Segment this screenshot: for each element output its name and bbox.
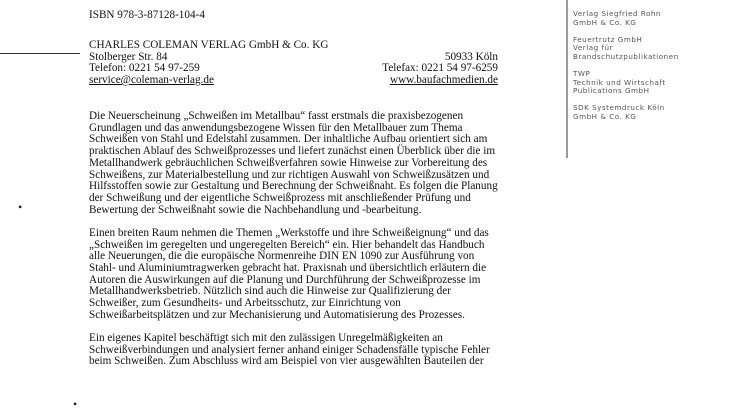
paragraph-materials: Einen breiten Raum nehmen die Themen „Werkstoffe und ihre Schweißeignung“ und das „Schweißen im geregelten und ungeregelten Bereich“ ein. Hier behandelt das Handbuch alle Neuerungen, die die europäische Normenreihe DIN EN 1090 zur Ausführung von Stahl- und Aluminiumtragwerken gebracht hat. Praxisnah und übersichtlich erläutern die Autoren die Auswirkungen auf die Planung und Durchführung der Schweißprozesse im Metallhandwerksbetrieb. Nützlich sind auch die Hinweise zur Qualifizierung der Schweißer, zum Gesundheits- und Arbeitsschutz, zur Einrichtung von Schweißarbeitsplätzen und zur Mechanisierung und Automatisierung des Prozesses. bbox=[89, 226, 489, 321]
publisher-address-block bbox=[89, 40, 498, 87]
sidebar-line: Verlag für bbox=[573, 43, 614, 53]
sidebar-company-twp bbox=[573, 70, 696, 96]
sidebar-line: GmbH & Co. KG bbox=[573, 111, 637, 121]
sidebar-line: Technik und Wirtschaft bbox=[573, 77, 666, 87]
body-text bbox=[89, 111, 498, 380]
sidebar-line: Feuertrutz GmbH bbox=[573, 34, 643, 44]
sidebar-company-feuertrutz bbox=[573, 36, 696, 62]
publisher-city: 50933 Köln bbox=[444, 50, 498, 63]
group-companies-sidebar bbox=[566, 0, 696, 158]
sidebar-line: TWP bbox=[573, 68, 591, 78]
sidebar-company-sdk bbox=[573, 104, 696, 121]
publisher-website-link[interactable]: www.baufachmedien.de bbox=[390, 74, 498, 87]
margin-bullet: • bbox=[73, 397, 78, 411]
publisher-name: CHARLES COLEMAN VERLAG GmbH & Co. KG bbox=[89, 39, 329, 51]
sidebar-line: Verlag Siegfried Rohn bbox=[573, 9, 661, 18]
paragraph-defects: Ein eigenes Kapitel beschäftigt sich mit den zulässigen Unregelmäßigkeiten an Schweißverbindungen und analysiert ferner anhand einiger Schadensfälle typische Fehler beim Schweißen. Zum Abschluss wird am Beispiel von vier ausgewählten Bauteilen der bbox=[89, 331, 490, 368]
sidebar-line: SDK Systemdruck Köln bbox=[573, 103, 665, 113]
sidebar-line: Publications GmbH bbox=[573, 86, 650, 96]
publisher-fax: Telefax: 0221 54 97-6259 bbox=[382, 62, 498, 75]
sidebar-line: Brandschutzpublikationen bbox=[573, 51, 679, 61]
web-row bbox=[89, 75, 498, 87]
margin-bullet: • bbox=[18, 200, 23, 214]
left-margin-rule bbox=[0, 53, 80, 54]
isbn-line: ISBN 978-3-87128-104-4 bbox=[89, 9, 205, 21]
sidebar-line: GmbH & Co. KG bbox=[573, 17, 637, 27]
paragraph-intro: Die Neuerscheinung „Schweißen im Metallbau“ fasst erstmals die praxisbezogenen Grundlagen und das anwendungsbezogene Wissen für den Metallbauer zum Thema Schweißen von Stahl und Edelstahl zusammen. Der inhaltliche Aufbau orientiert sich am praktischen Ablauf des Schweißprozesses und liefert zunächst einen Überblick über die im Metallhandwerk gebräuchlichen Schweißverfahren sowie Hinweise zur Vorbereitung des Schweißens, zur Materialbestellung und zur richtigen Auswahl von Schweißzusätzen und Hilfsstoffen sowie zur Gestaltung und Berechnung der Schweißnaht. Es folgen die Planung der Schweißung und der eigentliche Schweißprozess mit anschließender Prüfung und Bewertung der Schweißnaht sowie die Nachbehandlung und -bearbeitung. bbox=[89, 110, 498, 216]
sidebar-company-rohn bbox=[573, 10, 696, 27]
publisher-phone: Telefon: 0221 54 97-259 bbox=[89, 62, 200, 75]
publisher-email-link[interactable]: service@coleman-verlag.de bbox=[89, 74, 214, 87]
publisher-street: Stolberger Str. 84 bbox=[89, 50, 168, 63]
